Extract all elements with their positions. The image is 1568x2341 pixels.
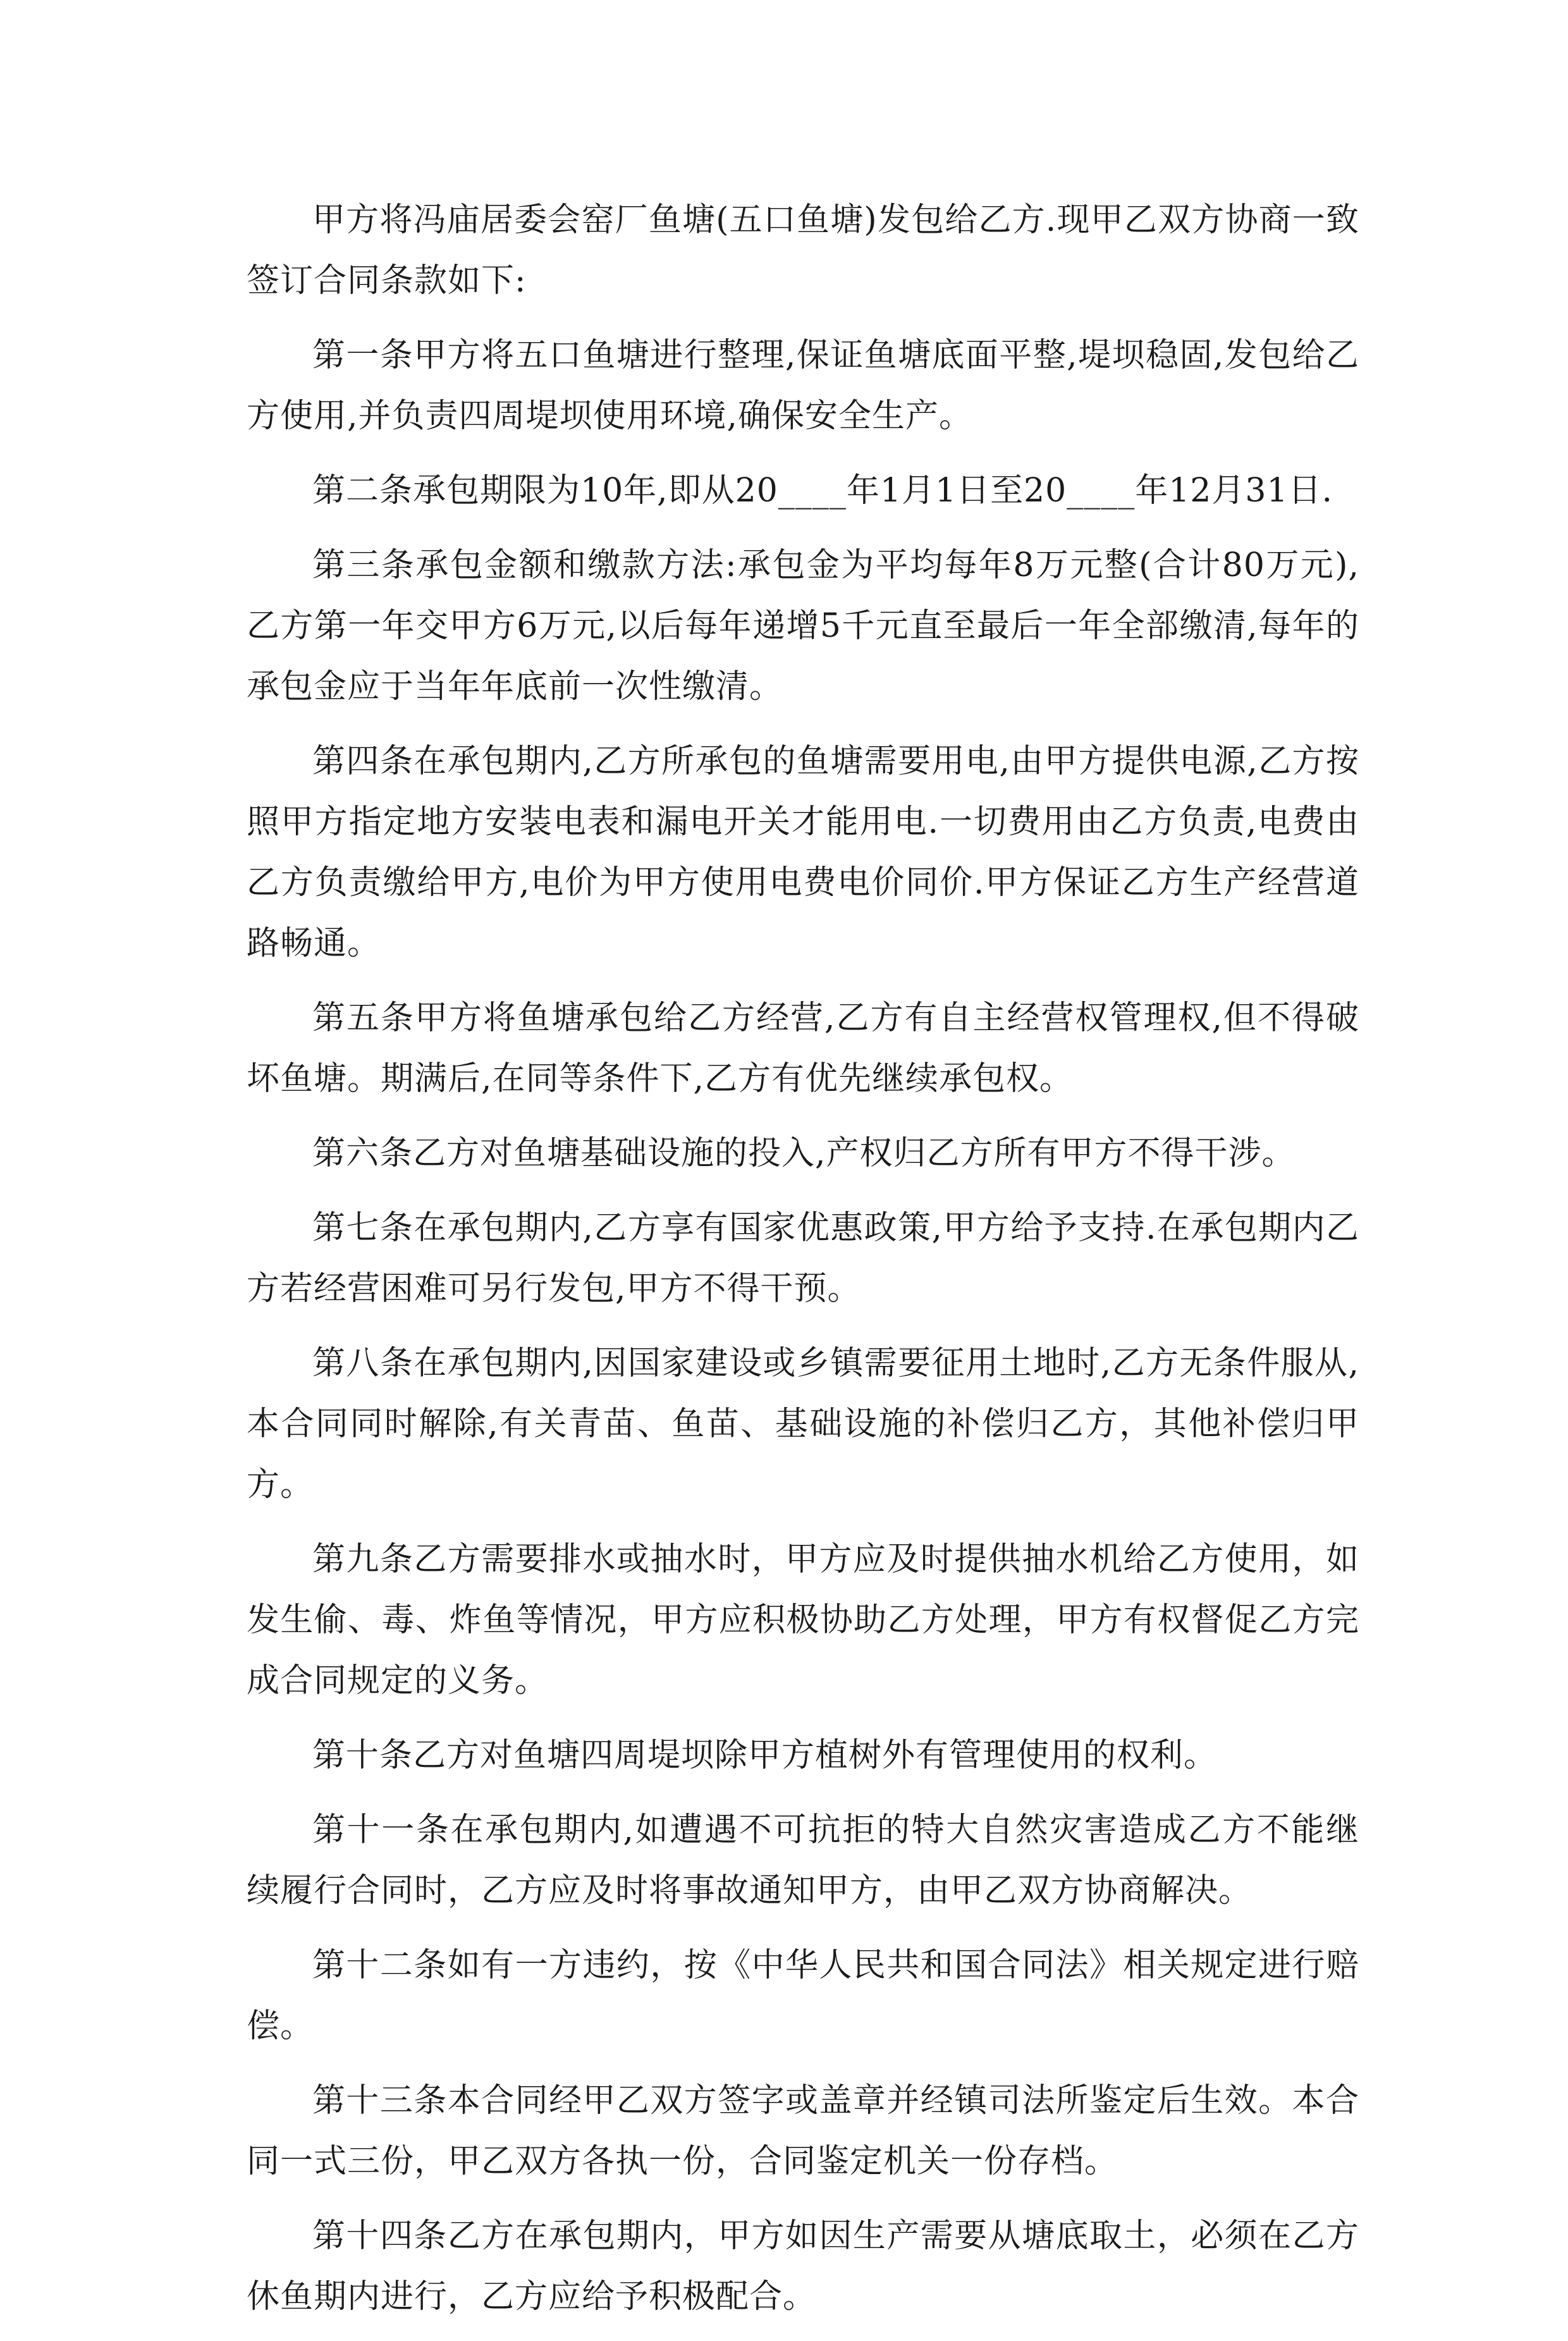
paragraph-article-3: 第三条承包金额和缴款方法:承包金为平均每年8万元整(合计80万元),乙方第一年交甲方6万元,以后每年递增5千元直至最后一年全部缴清,每年的承包金应于当年年底前一次性缴清。 bbox=[247, 546, 1359, 706]
paragraph-article-11: 第十一条在承包期内,如遭遇不可抗拒的特大自然灾害造成乙方不能继续履行合同时，乙方应及时将事故通知甲方，由甲乙双方协商解决。 bbox=[247, 1811, 1359, 1910]
paragraph-article-10: 第十条乙方对鱼塘四周堤坝除甲方植树外有管理使用的权利。 bbox=[312, 1736, 1218, 1774]
contract-body bbox=[247, 190, 1359, 2341]
paragraph-article-5: 第五条甲方将鱼塘承包给乙方经营,乙方有自主经营权管理权,但不得破坏鱼塘。期满后,在同等条件下,乙方有优先继续承包权。 bbox=[247, 999, 1359, 1098]
paragraph-article-1: 第一条甲方将五口鱼塘进行整理,保证鱼塘底面平整,堤坝稳固,发包给乙方使用,并负责四周堤坝使用环境,确保安全生产。 bbox=[247, 336, 1359, 435]
paragraph-article-14: 第十四条乙方在承包期内，甲方如因生产需要从塘底取土，必须在乙方休鱼期内进行，乙方应给予积极配合。 bbox=[247, 2217, 1359, 2316]
paragraph-article-2: 第二条承包期限为10年,即从20____年1月1日至20____年12月31日. bbox=[312, 472, 1333, 510]
paragraph-article-6: 第六条乙方对鱼塘基础设施的投入,产权归乙方所有甲方不得干涉。 bbox=[312, 1134, 1295, 1172]
paragraph-intro: 甲方将冯庙居委会窑厂鱼塘(五口鱼塘)发包给乙方.现甲乙双方协商一致签订合同条款如下: bbox=[247, 201, 1359, 300]
paragraph-article-7: 第七条在承包期内,乙方享有国家优惠政策,甲方给予支持.在承包期内乙方若经营困难可另行发包,甲方不得干预。 bbox=[247, 1209, 1359, 1308]
paragraph-article-8: 第八条在承包期内,因国家建设或乡镇需要征用土地时,乙方无条件服从,本合同同时解除,有关青苗、鱼苗、基础设施的补偿归乙方，其他补偿归甲方。 bbox=[247, 1344, 1359, 1504]
paragraph-article-12: 第十二条如有一方违约，按《中华人民共和国合同法》相关规定进行赔偿。 bbox=[247, 1946, 1359, 2045]
paragraph-article-9: 第九条乙方需要排水或抽水时，甲方应及时提供抽水机给乙方使用，如发生偷、毒、炸鱼等情况，甲方应积极协助乙方处理，甲方有权督促乙方完成合同规定的义务。 bbox=[247, 1540, 1359, 1700]
paragraph-article-13: 第十三条本合同经甲乙双方签字或盖章并经镇司法所鉴定后生效。本合同一式三份，甲乙双方各执一份，合同鉴定机关一份存档。 bbox=[247, 2082, 1359, 2180]
paragraph-article-4: 第四条在承包期内,乙方所承包的鱼塘需要用电,由甲方提供电源,乙方按照甲方指定地方安装电表和漏电开关才能用电.一切费用由乙方负责,电费由乙方负责缴给甲方,电价为甲方使用电费电价同价.甲方保证乙方生产经营道路畅通。 bbox=[247, 742, 1359, 962]
